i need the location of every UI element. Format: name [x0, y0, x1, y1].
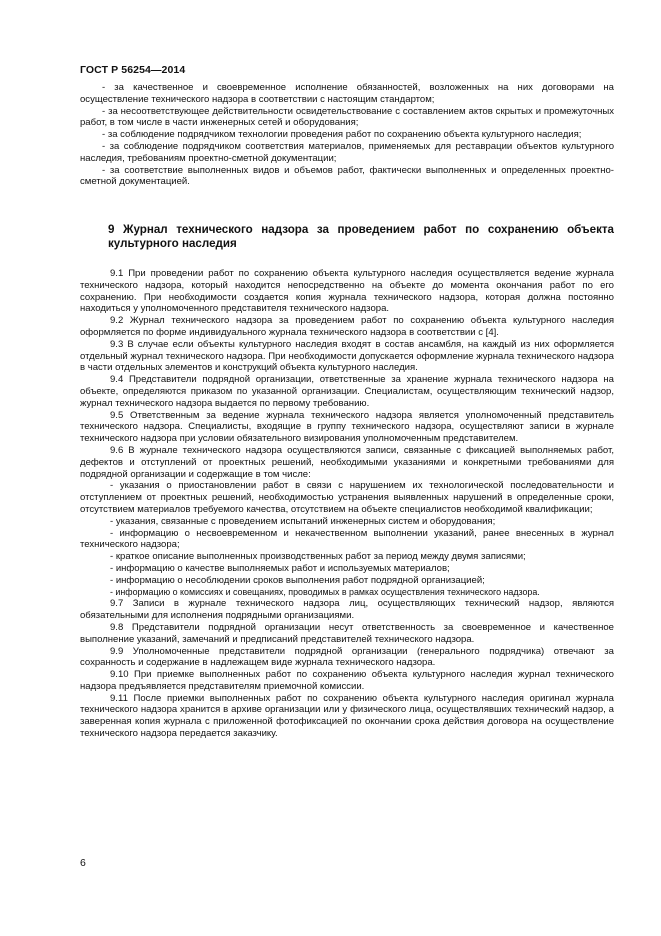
paragraph-9-11: 9.11 После приемки выполненных работ по сохранению объекта культурного наследия оригинал журнала технического надзора хранится в архиве организации или у физического лица, осуществлявших технический надзор, а заверенная копия журнала с приложенной фотофиксацией по окончании срока действия договора на осуществление технического надзора передается заказчику. — [80, 692, 614, 740]
paragraph-9-9: 9.9 Уполномоченные представители подрядной организации (генерального подрядчика) отвечают за сохранность и содержание в надлежащем виде журнала технического надзора. — [80, 645, 614, 669]
list-item: - за качественное и своевременное исполнение обязанностей, возложенных на них договорами на осуществление технического надзора в соответствии с настоящим стандартом; — [80, 82, 614, 105]
section-heading: 9 Журнал технического надзора за проведением работ по сохранению объекта культурного наследия — [108, 223, 614, 251]
paragraph-9-10: 9.10 При приемке выполненных работ по сохранению объекта культурного наследия журнал технического надзора предъявляется представителям приемочной комиссии. — [80, 669, 614, 692]
list-item: - краткое описание выполненных производственных работ за период между двумя записями; — [110, 551, 526, 563]
intro-responsibility-list — [80, 82, 614, 188]
paragraph-9-7: 9.7 Записи в журнале технического надзора лиц, осуществляющих технический надзор, являются обязательными для исполнения подрядными организациями. — [80, 598, 614, 622]
paragraph-9-3: 9.3 В случае если объекты культурного наследия входят в состав ансамбля, на каждый из них оформляется отдельный журнал технического надзора. При необходимости допускается оформление журнала технического надзора в части отдельных элементов и конструкций объекта культурного наследия. — [80, 338, 614, 374]
list-item: - указания о приостановлении работ в связи с нарушением их технологической последовательности и отступлением от проектных решений, необходимостью устранения выявленных нарушений в определенные сроки, отсутствием материалов требуемого качества, отсутствием на объекте специалистов необходимой квалификации; — [80, 480, 614, 515]
section-body — [80, 268, 614, 740]
list-item: - информацию о комиссиях и совещаниях, проводимых в рамках осуществления технического надзора. — [110, 586, 540, 597]
paragraph-9-6: 9.6 В журнале технического надзора осуществляются записи, связанные с фиксацией выполняемых работ, дефектов и отступлений от проектных решений, необходимыми указаниями и конкретными требованиями для подрядной организации и содержащие в том числе: — [80, 444, 614, 480]
list-item: - информацию о качестве выполняемых работ и используемых материалов; — [110, 562, 450, 574]
paragraph-9-5: 9.5 Ответственным за ведение журнала технического надзора является уполномоченный представитель технического надзора. Специалисты, входящие в группу технического надзора, осуществляют записи в журнале технического надзора при условии обязательного визирования уполномоченным представителем. — [80, 409, 614, 445]
list-item: - за соблюдение подрядчиком технологии проведения работ по сохранению объекта культурного наследия; — [102, 129, 582, 141]
paragraph-9-4: 9.4 Представители подрядной организации, ответственные за хранение журнала технического надзора на объекте, определяются приказом по указанной организации. Специалистам, осуществляющим технический надзор, журнал технического надзора выдается по первому требованию. — [80, 374, 614, 409]
list-item: - за несоответствующее действительности освидетельствование с составлением актов скрытых и промежуточных работ, в том числе в части инженерных сетей и оборудования; — [80, 105, 614, 129]
list-item: - за соответствие выполненных видов и объемов работ, фактически выполненных и определенных проектно-сметной документацией. — [80, 164, 614, 188]
page-number: 6 — [80, 857, 86, 869]
paragraph-9-8: 9.8 Представители подрядной организации несут ответственность за своевременное и качественное выполнение указаний, замечаний и предписаний представителей технического надзора. — [80, 621, 614, 645]
list-item: - информацию о несвоевременном и некачественном выполнении указаний, ранее внесенных в журнал технического надзора; — [80, 527, 614, 551]
list-item: - указания, связанные с проведением испытаний инженерных систем и оборудования; — [110, 515, 496, 527]
paragraph-9-1: 9.1 При проведении работ по сохранению объекта культурного наследия осуществляется ведение журнала технического надзора, который находится непосредственно на объекте до момента окончания работ по его сохранению. При необходимости создается копия журнала технического надзора, которая должна постоянно находиться у уполномоченного представителя технического надзора. — [80, 268, 614, 315]
paragraph-9-2: 9.2 Журнал технического надзора за проведением работ по сохранению объекта культурного наследия оформляется по форме индивидуального журнала технического надзора в соответствии с [4]. — [80, 315, 614, 338]
document-code-header: ГОСТ Р 56254—2014 — [80, 64, 186, 76]
list-item: - информацию о несоблюдении сроков выполнения работ подрядной организацией; — [110, 574, 485, 586]
list-item: - за соблюдение подрядчиком соответствия материалов, применяемых для реставрации объектов культурного наследия, требованиям проектно-сметной документации; — [80, 140, 614, 164]
